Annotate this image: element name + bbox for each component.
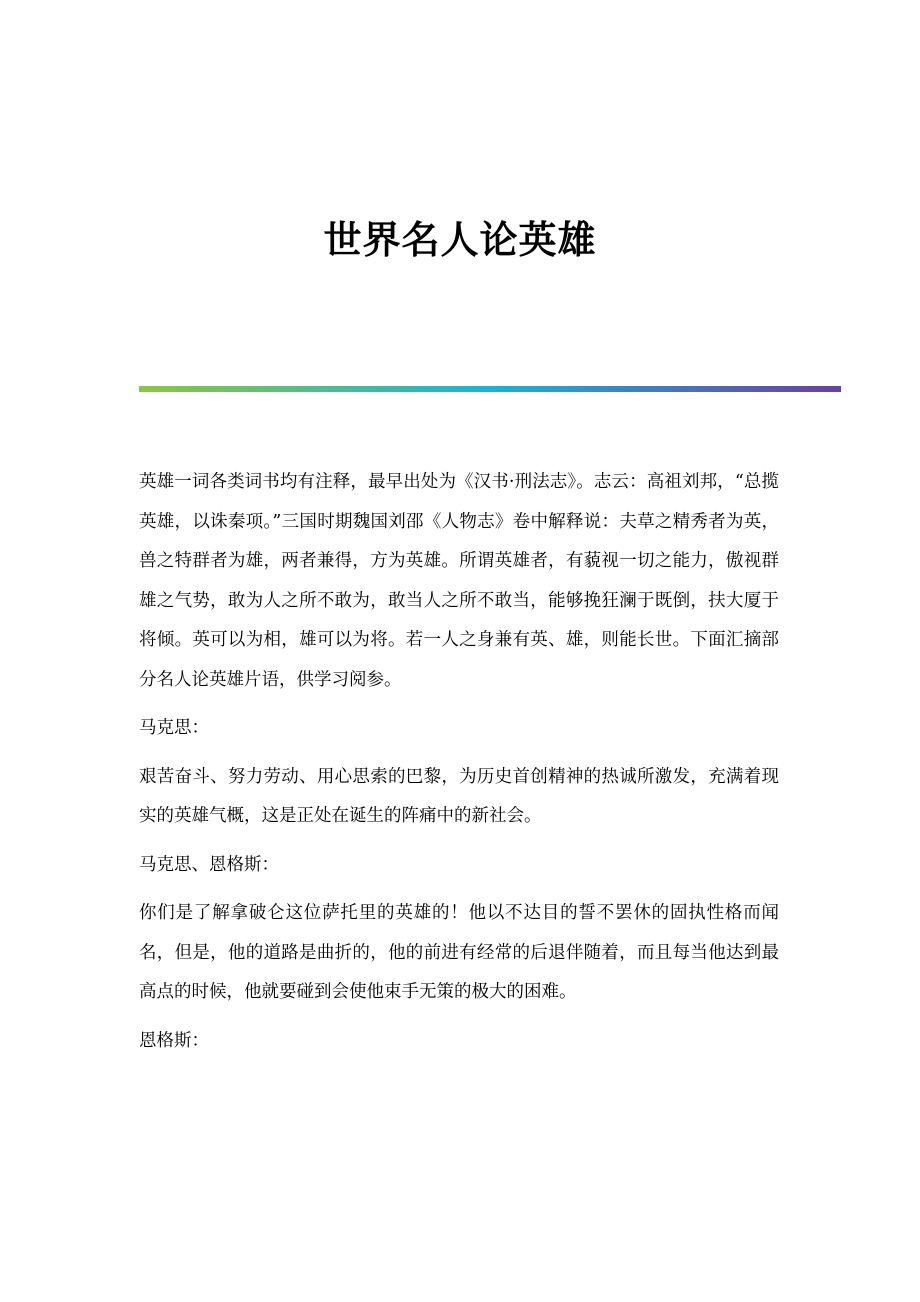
intro-paragraph: 英雄一词各类词书均有注释，最早出处为《汉书·刑法志》。志云：高祖刘邦，“总揽英雄，以诛秦项。”三国时期魏国刘邵《人物志》卷中解释说：夫草之精秀者为英，兽之特群者为雄，两者兼得，方为英雄。所谓英雄者，有藐视一切之能力，傲视群雄之气势，敢为人之所不敢为，敢当人之所不敢当，能够挽狂澜于既倒，扶大厦于将倾。英可以为相，雄可以为将。若一人之身兼有英、雄，则能长世。下面汇摘部分名人论英雄片语，供学习阅参。 — [139, 472, 779, 690]
speaker-marx: 马克思： — [139, 718, 209, 738]
speaker-marx-engels: 马克思、恩格斯： — [139, 854, 279, 875]
speaker-engels: 恩格斯： — [139, 1030, 209, 1051]
quote-paragraph-marx-engels: 你们是了解拿破仑这位萨托里的英雄的！他以不达目的誓不罢休的固执性格而闻名，但是，他的道路是曲折的，他的前进有经常的后退伴随着，而且每当他达到最高点的时候，他就要碰到会使他束手无策的极大的困难。 — [139, 903, 779, 1002]
document-body — [139, 463, 779, 1070]
page-title: 世界名人论英雄 — [323, 217, 597, 262]
quote-paragraph-marx: 艰苦奋斗、努力劳动、用心思索的巴黎，为历史首创精神的热诚所激发，充满着现实的英雄气概，这是正处在诞生的阵痛中的新社会。 — [139, 766, 779, 826]
gradient-divider — [139, 386, 841, 392]
